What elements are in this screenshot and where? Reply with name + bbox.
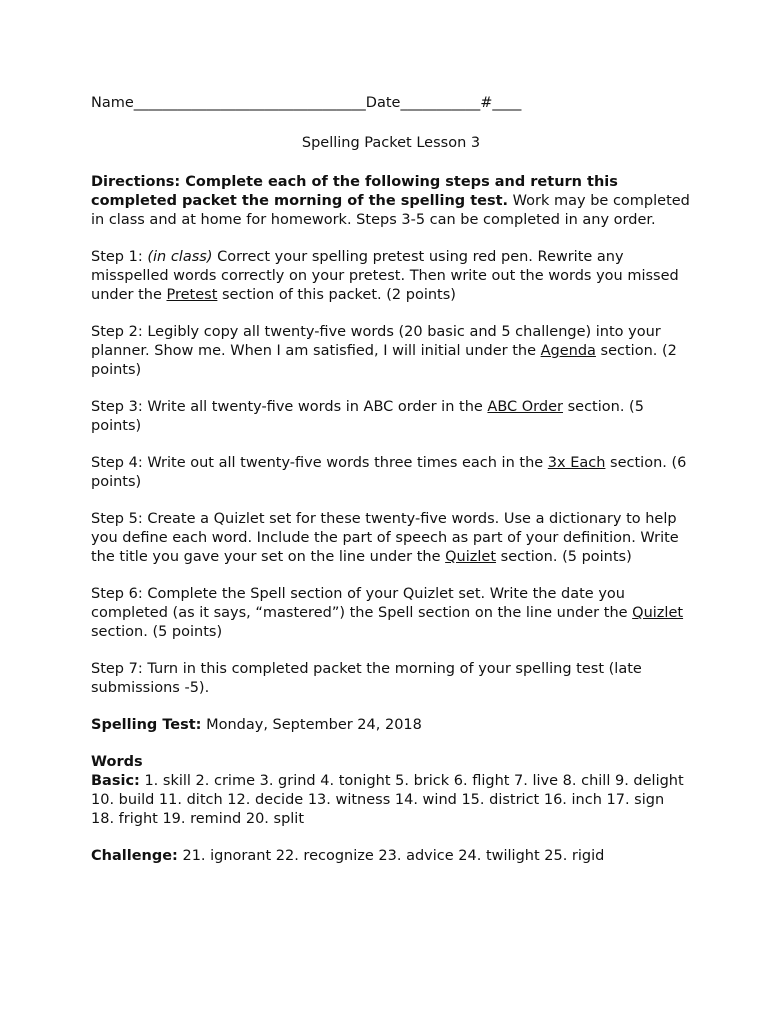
step-5 <box>91 510 691 567</box>
directions-rest: Work may be completed in class and at home for homework. Steps 3-5 can be completed in any order. <box>91 193 690 228</box>
directions-bold: Directions: Complete each of the following steps and return this completed packet the morning of the spelling test. <box>91 174 618 209</box>
quizlet-link-6: Quizlet <box>632 605 684 621</box>
pretest-link: Pretest <box>166 287 218 303</box>
step-4-text: Step 4: Write out all twenty-five words three times each in the <box>91 455 548 471</box>
step-1-text: Correct your spelling pretest using red pen. Rewrite any misspelled words correctly on your pretest. Then write out the words you missed under the <box>91 249 679 303</box>
step-6 <box>91 585 691 642</box>
basic-label: Basic: <box>91 773 140 789</box>
basic-word-list: 1. skill 2. crime 3. grind 4. tonight 5. brick 6. flight 7. live 8. chill 9. delight 10. build 11. ditch 12. decide 13. witness 14. wind 15. district 16. inch 17. sign 18. fright 19. remind 20. split <box>91 773 684 827</box>
step-1 <box>91 248 691 305</box>
words-heading: Words <box>91 754 143 770</box>
document-page <box>91 94 691 884</box>
spelling-test-line <box>91 716 691 735</box>
spelling-test-date: Monday, September 24, 2018 <box>201 717 422 733</box>
directions-paragraph <box>91 173 691 230</box>
step-3 <box>91 398 691 436</box>
step-7 <box>91 660 691 698</box>
words-section <box>91 753 691 829</box>
challenge-word-list: 21. ignorant 22. recognize 23. advice 24. twilight 25. rigid <box>177 848 605 864</box>
step-3-text: Step 3: Write all twenty-five words in ABC order in the <box>91 399 488 415</box>
step-1-after: section of this packet. (2 points) <box>217 287 456 303</box>
header-line <box>91 94 691 113</box>
page-title: Spelling Packet Lesson 3 <box>301 135 481 151</box>
step-5-text: Step 5: Create a Quizlet set for these twenty-five words. Use a dictionary to help you define each word. Include the part of speech as part of your definition. Write the title you gave your set on the line under the <box>91 511 679 565</box>
number-label: # <box>480 95 493 111</box>
abc-order-link: ABC Order <box>487 399 563 415</box>
name-label: Name <box>91 95 134 111</box>
number-blank: ____ <box>492 95 522 111</box>
challenge-label: Challenge: <box>91 848 178 864</box>
spelling-test-label: Spelling Test: <box>91 717 202 733</box>
step-3-after: section. (5 points) <box>91 399 644 434</box>
step-2 <box>91 323 691 380</box>
step-7-text: Step 7: Turn in this completed packet the morning of your spelling test (late submissions -5). <box>91 661 642 696</box>
step-2-text: Step 2: Legibly copy all twenty-five words (20 basic and 5 challenge) into your planner. Show me. When I am satisfied, I will initial under the <box>91 324 661 359</box>
date-label: Date <box>365 95 401 111</box>
step-6-after: section. (5 points) <box>91 624 223 640</box>
step-4-after: section. (6 points) <box>91 455 687 490</box>
step-1-italic: (in class) <box>147 249 213 265</box>
challenge-line <box>91 847 691 866</box>
name-blank: ________________________________ <box>133 95 366 111</box>
step-4 <box>91 454 691 492</box>
3x-each-link: 3x Each <box>547 455 606 471</box>
step-1-label: Step 1: <box>91 249 148 265</box>
step-5-after: section. (5 points) <box>496 549 632 565</box>
step-6-text: Step 6: Complete the Spell section of your Quizlet set. Write the date you completed (as it says, “mastered”) the Spell section on the line under the <box>91 586 633 621</box>
quizlet-link-5: Quizlet <box>445 549 497 565</box>
agenda-link: Agenda <box>540 343 596 359</box>
date-blank: ___________ <box>400 95 481 111</box>
step-2-after: section. (2 points) <box>91 343 677 378</box>
